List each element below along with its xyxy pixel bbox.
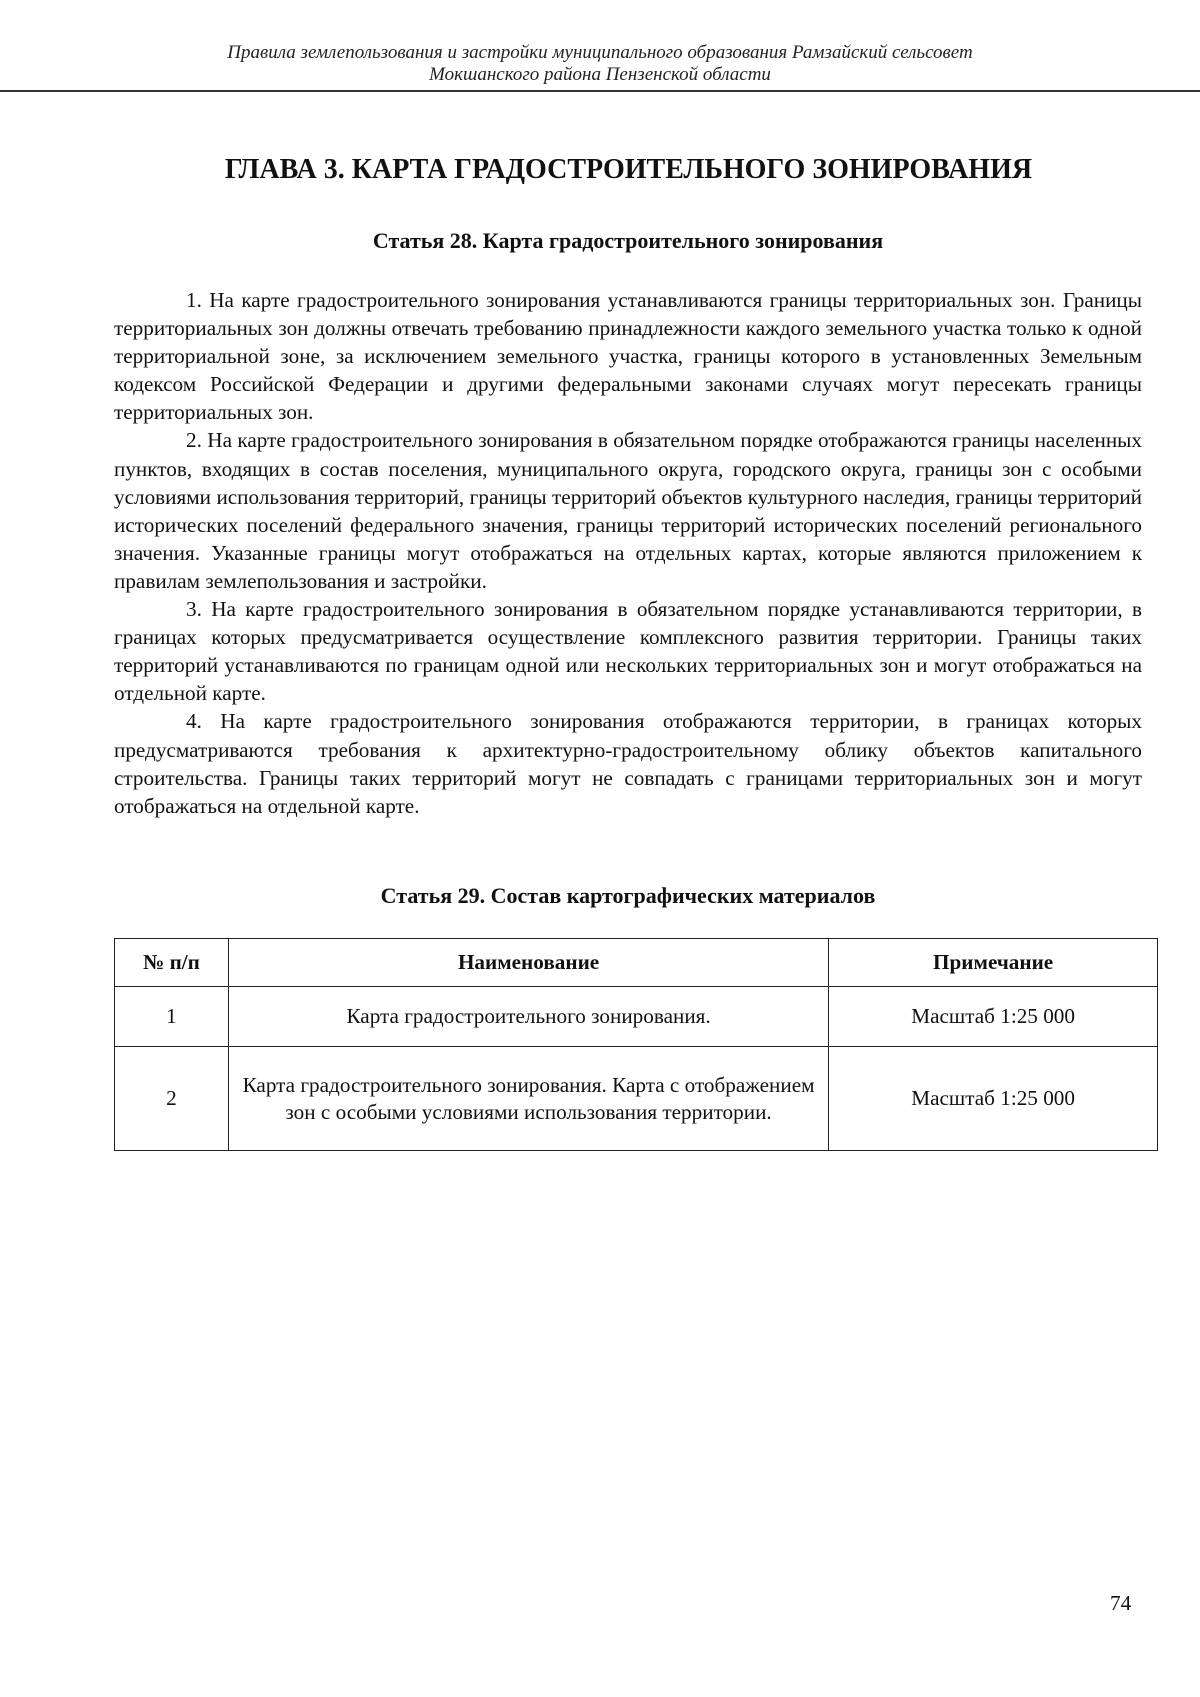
cell-number: 1	[115, 987, 229, 1047]
table-header-row	[115, 939, 1158, 987]
cell-note: Масштаб 1:25 000	[829, 987, 1158, 1047]
cell-number: 2	[115, 1047, 229, 1151]
article-28-paragraph-2: 2. На карте градостроительного зонирования в обязательном порядке отображаются границы населенных пунктов, входящих в состав поселения, муниципального округа, городского округа, границы зон с особыми условиями использования территорий, границы территорий объектов культурного наследия, границы территорий исторических поселений федерального значения, границы территорий исторических поселений регионального значения. Указанные границы могут отображаться на отдельных картах, которые являются приложением к правилам землепользования и застройки.	[114, 428, 1142, 593]
cartographic-materials-table	[114, 938, 1158, 1151]
article-28-paragraph-1: 1. На карте градостроительного зонирования устанавливаются границы территориальных зон. Границы территориальных зон должны отвечать требованию принадлежности каждого земельного участка только к одной территориальной зоне, за исключением земельного участка, границы которого в установленных Земельным кодексом Российской Федерации и другими федеральными законами случаях могут пересекать границы территориальных зон.	[114, 288, 1142, 425]
article-28-title: Статья 28. Карта градостроительного зонирования	[372, 228, 884, 253]
running-header-line-2: Мокшанского района Пензенской области	[429, 64, 771, 85]
cell-note: Масштаб 1:25 000	[829, 1047, 1158, 1151]
cell-name: Карта градостроительного зонирования. Карта с отображением зон с особыми условиями использования территории.	[228, 1047, 828, 1151]
header-divider	[0, 90, 1200, 92]
article-28-paragraph-4: 4. На карте градостроительного зонирования отображаются территории, в границах которых предусматриваются требования к архитектурно-градостроительному облику объектов капитального строительства. Границы таких территорий могут не совпадать с границами территориальных зон и могут отображаться на отдельной карте.	[114, 709, 1142, 818]
cell-name: Карта градостроительного зонирования.	[228, 987, 828, 1047]
page-number: 74	[1110, 1591, 1132, 1615]
article-28-paragraph-3: 3. На карте градостроительного зонирования в обязательном порядке устанавливаются территории, в границах которых предусматривается осуществление комплексного развития территории. Границы таких территорий устанавливаются по границам одной или нескольких территориальных зон и могут отображаться на отдельной карте.	[114, 597, 1142, 706]
column-header-number: № п/п	[115, 939, 229, 987]
article-28-body	[114, 286, 1142, 820]
table-row	[115, 987, 1158, 1047]
table-row	[115, 1047, 1158, 1151]
chapter-title: ГЛАВА 3. КАРТА ГРАДОСТРОИТЕЛЬНОГО ЗОНИРОВАНИЯ	[224, 154, 1033, 185]
running-header	[0, 42, 1200, 86]
column-header-note: Примечание	[829, 939, 1158, 987]
column-header-name: Наименование	[228, 939, 828, 987]
running-header-line-1: Правила землепользования и застройки муниципального образования Рамзайский сельсовет	[227, 42, 973, 63]
article-29-title: Статья 29. Состав картографических материалов	[380, 883, 876, 908]
